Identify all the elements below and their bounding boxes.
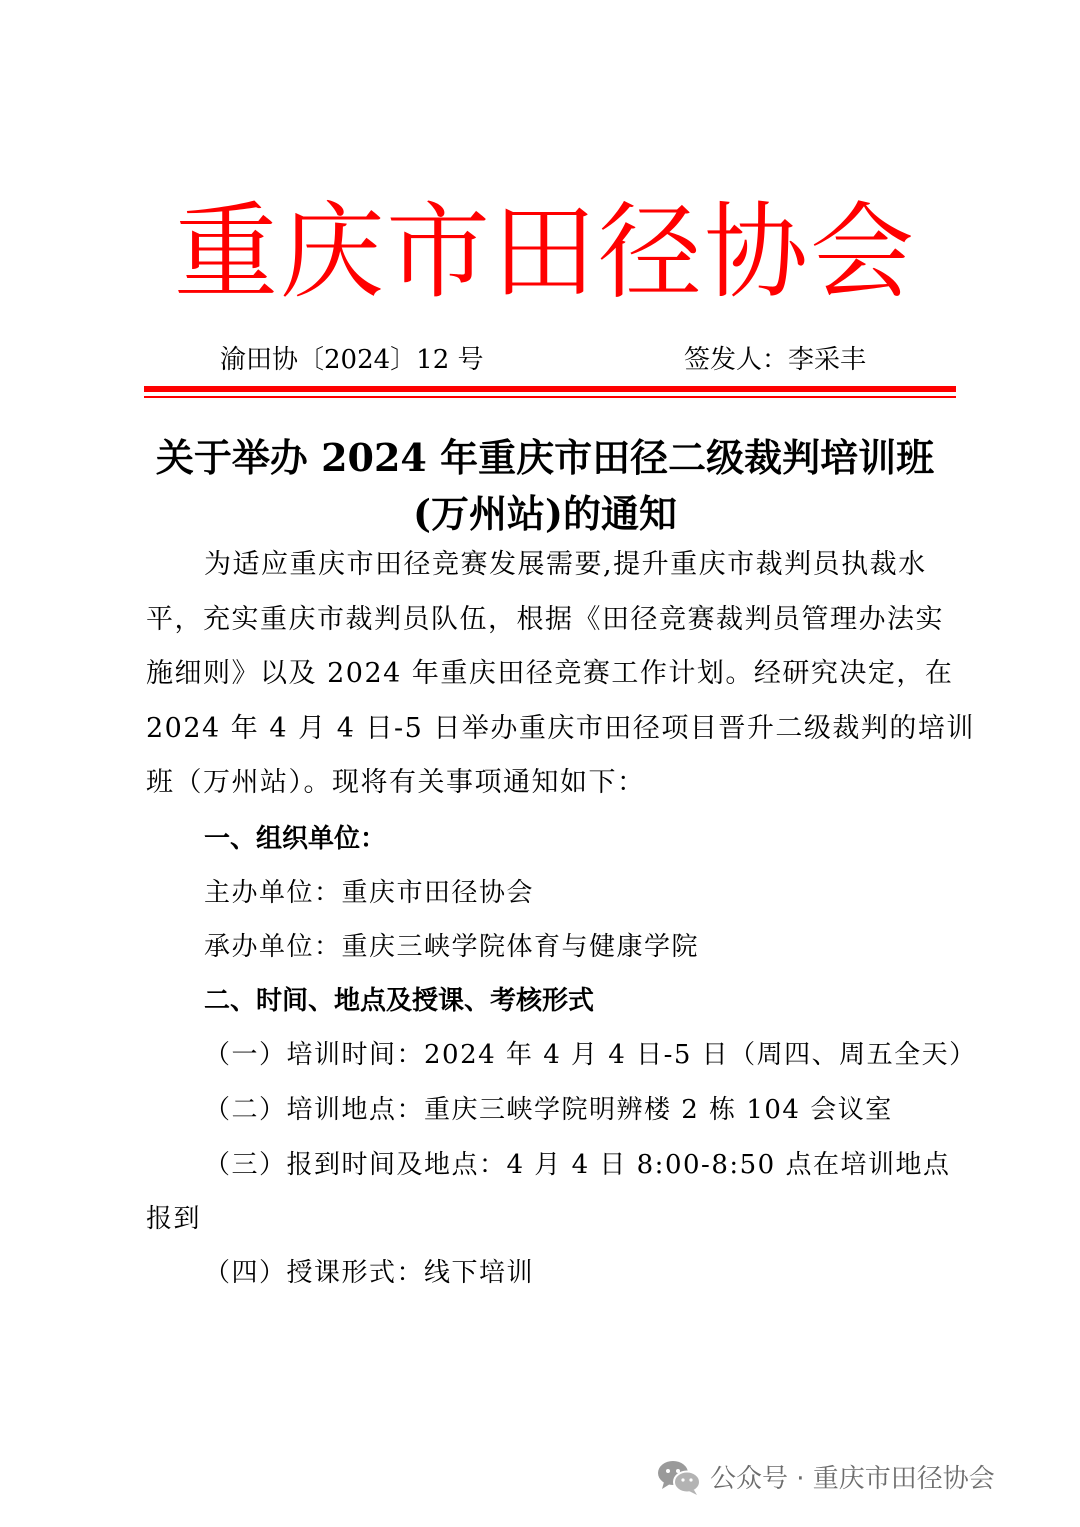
notice-title — [130, 430, 960, 542]
red-divider-thin — [144, 396, 956, 398]
section1-item-organizer: 承办单位：重庆三峡学院体育与健康学院 — [204, 932, 700, 962]
issuer: 签发人：李采丰 — [684, 345, 867, 375]
intro-line: 为适应重庆市田径竞赛发展需要,提升重庆市裁判员执裁水 — [204, 549, 927, 580]
section2-item-location: （二）培训地点：重庆三峡学院明辨楼 2 栋 104 会议室 — [204, 1095, 893, 1125]
red-divider-thick — [144, 386, 956, 392]
notice-title-line1: 关于举办 2024 年重庆市田径二级裁判培训班 — [155, 435, 935, 480]
wechat-icon — [656, 1457, 702, 1497]
section1-item-host: 主办单位：重庆市田径协会 — [204, 878, 535, 908]
intro-line: 班（万州站）。现将有关事项通知如下： — [146, 767, 646, 799]
notice-title-line2: (万州站)的通知 — [413, 491, 677, 536]
section2-item-format: （四）授课形式：线下培训 — [204, 1258, 535, 1288]
intro-line: 2024 年 4 月 4 日-5 日举办重庆市田径项目晋升二级裁判的培训 — [146, 712, 975, 744]
intro-line: 平，充实重庆市裁判员队伍，根据《田径竞赛裁判员管理办法实 — [146, 603, 944, 635]
document-number: 渝田协〔2024〕12 号 — [220, 345, 484, 375]
intro-paragraph — [146, 538, 975, 811]
section1-heading: 一、组织单位： — [204, 824, 387, 854]
section2-heading: 二、时间、地点及授课、考核形式 — [204, 986, 595, 1016]
section2-item-checkin-cont: 报到 — [146, 1204, 202, 1234]
section2-item-checkin: （三）报到时间及地点：4 月 4 日 8:00-8:50 点在培训地点 — [204, 1150, 951, 1180]
wechat-watermark — [656, 1455, 1056, 1503]
watermark-text: 公众号 · 重庆市田径协会 — [710, 1464, 995, 1494]
section2-item-time: （一）培训时间：2024 年 4 月 4 日-5 日（周四、周五全天） — [204, 1040, 977, 1070]
intro-line: 施细则》以及 2024 年重庆田径竞赛工作计划。经研究决定，在 — [146, 658, 954, 690]
org-header-title: 重庆市田径协会 — [173, 191, 916, 313]
